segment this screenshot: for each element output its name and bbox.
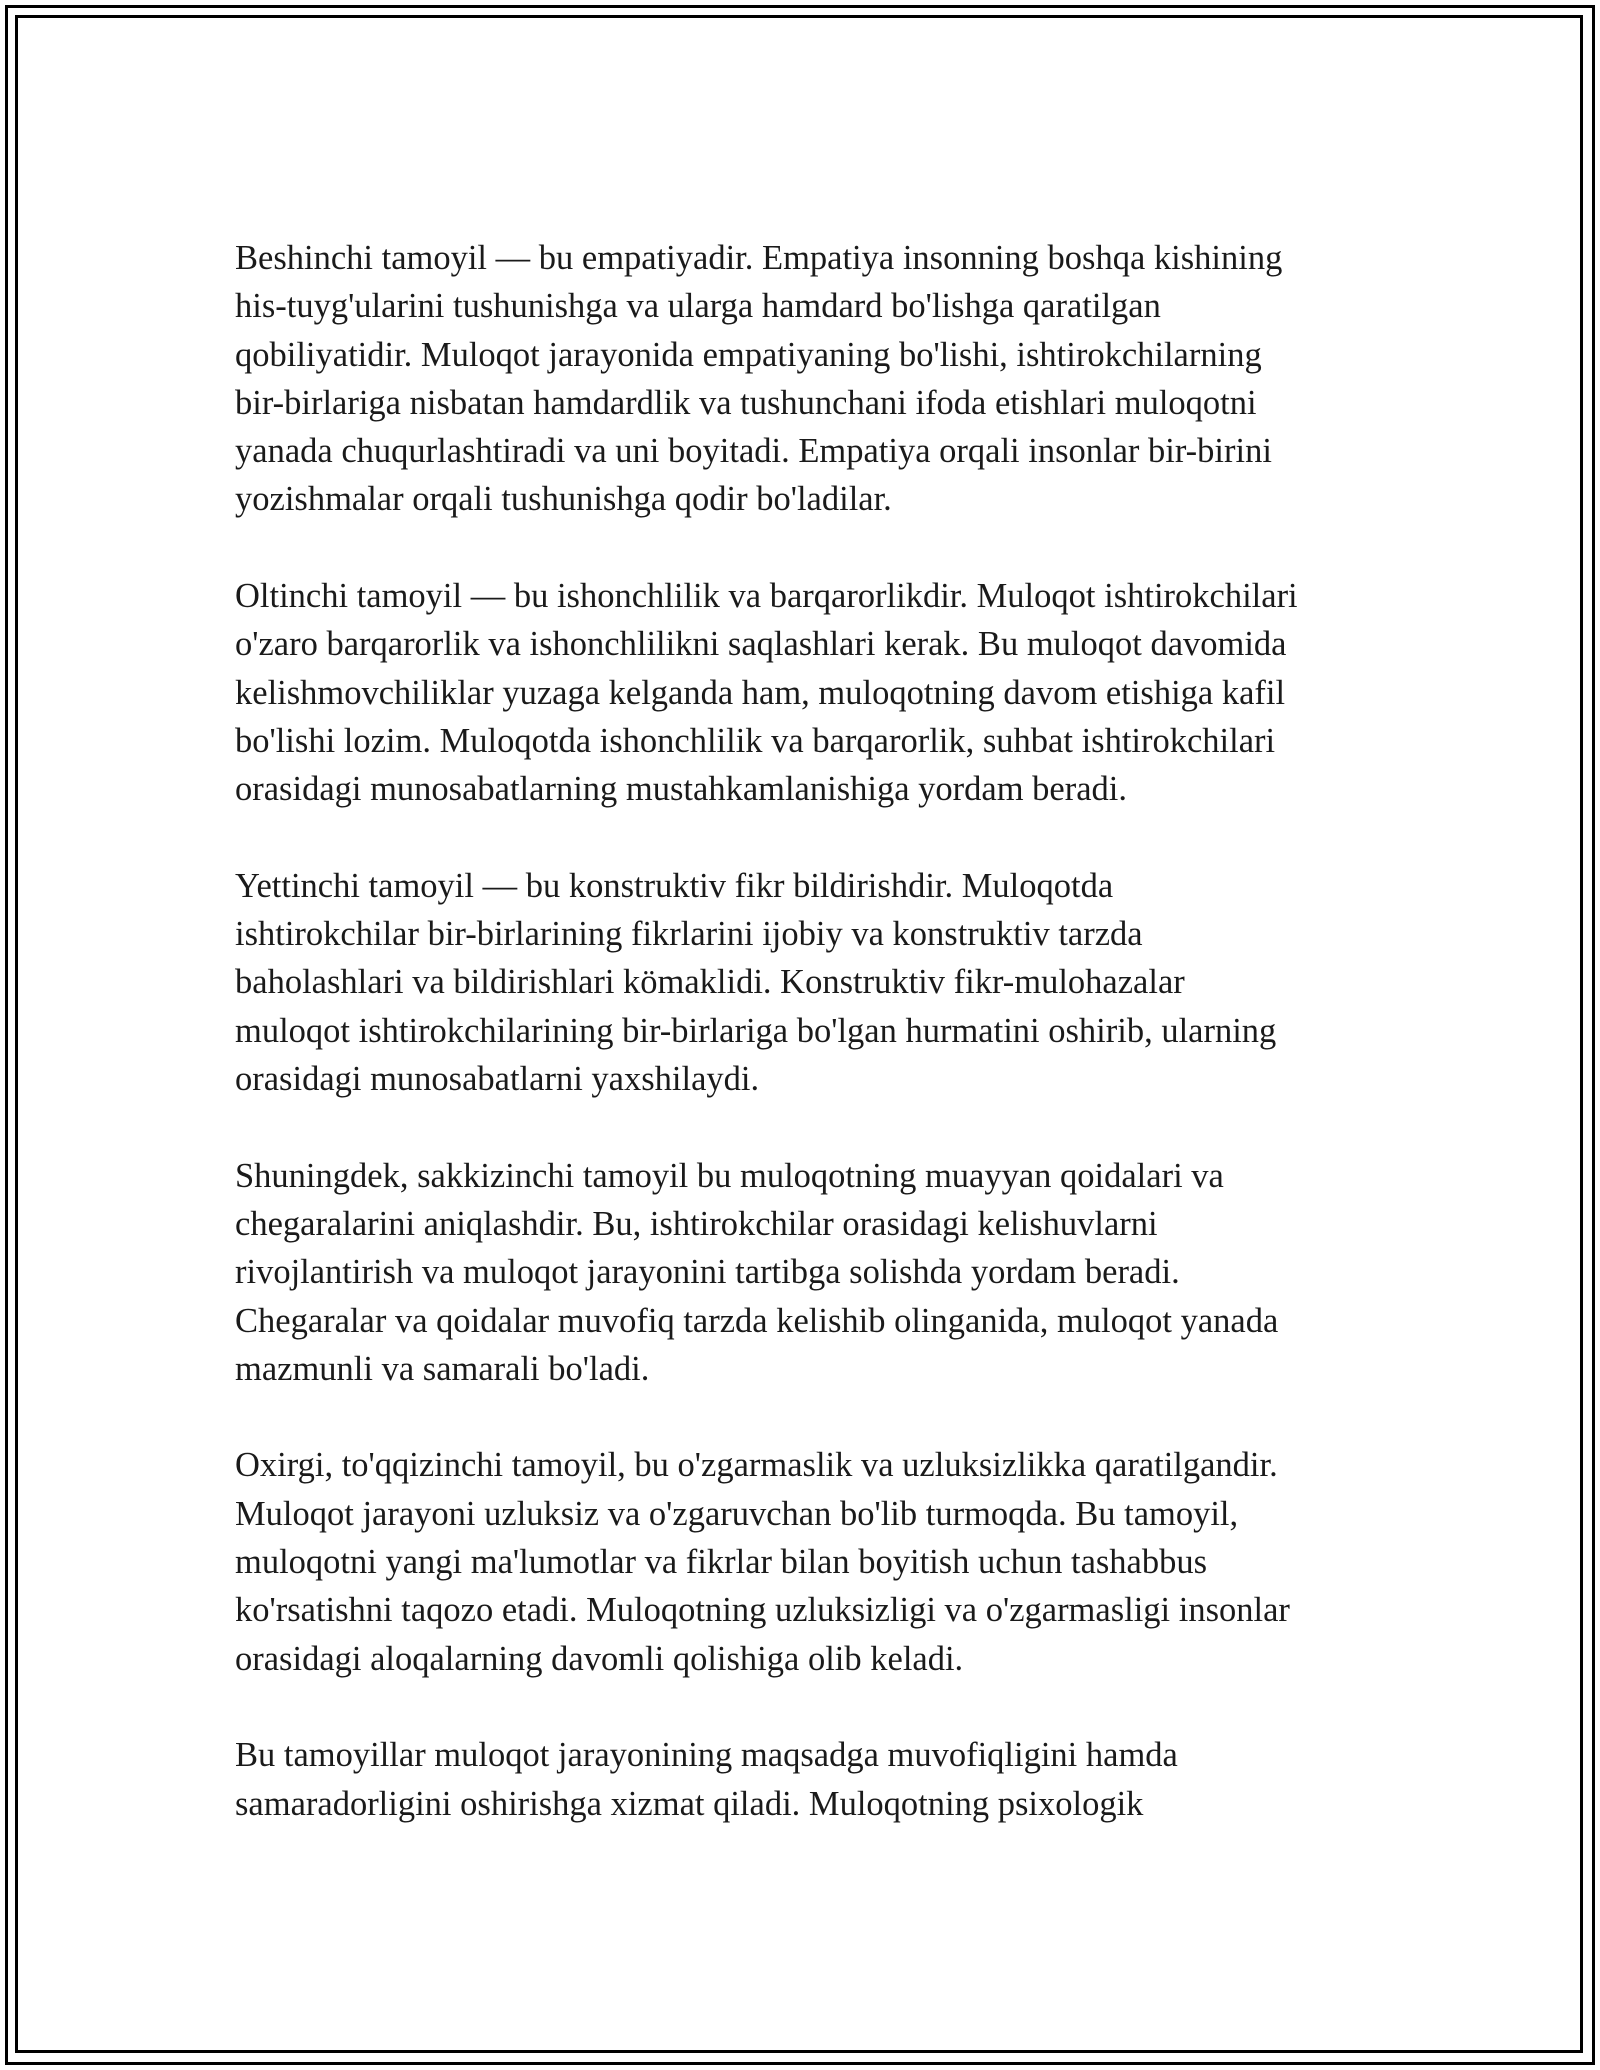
text-line: bir-birlariga nisbatan hamdardlik va tushunchani ifoda etishlari muloqotni xyxy=(235,383,1257,422)
paragraph-yettinchi-tamoyil xyxy=(235,862,1375,1103)
text-line: o'zaro barqarorlik va ishonchlilikni saqlashlari kerak. Bu muloqot davomida xyxy=(235,625,1287,664)
text-line: qobiliyatidir. Muloqot jarayonida empatiyaning bo'lishi, ishtirokchilarning xyxy=(235,335,1262,374)
text-line: baholashlari va bildirishlari kömaklidi. Konstruktiv fikr-mulohazalar xyxy=(235,963,1185,1002)
text-line: Beshinchi tamoyil — bu empatiyadir. Empatiya insonning boshqa kishining xyxy=(235,239,1283,277)
text-line: orasidagi munosabatlarni yaxshilaydi. xyxy=(235,1060,760,1099)
text-line: mazmunli va samarali bo'ladi. xyxy=(235,1349,650,1388)
text-line: Muloqot jarayoni uzluksiz va o'zgaruvchan bo'lib turmoqda. Bu tamoyil, xyxy=(235,1494,1239,1533)
text-line: bo'lishi lozim. Muloqotda ishonchlilik va barqarorlik, suhbat ishtirokchilari xyxy=(235,721,1276,760)
text-line: orasidagi aloqalarning davomli qolishiga olib keladi. xyxy=(235,1639,964,1678)
text-line: rivojlantirish va muloqot jarayonini tartibga solishda yordam beradi. xyxy=(235,1253,1180,1292)
text-line: Bu tamoyillar muloqot jarayonining maqsadga muvofiqligini hamda xyxy=(235,1736,1178,1775)
text-line: kelishmovchiliklar yuzaga kelganda ham, muloqotning davom etishiga kafil xyxy=(235,673,1286,712)
paragraph-beshinchi-tamoyil xyxy=(235,234,1375,524)
text-line: yanada chuqurlashtiradi va uni boyitadi. Empatiya orqali insonlar bir-birini xyxy=(235,432,1272,471)
text-line: samaradorligini oshirishga xizmat qiladi. Muloqotning psixologik xyxy=(235,1784,1144,1823)
paragraph-sakkizinchi-tamoyil xyxy=(235,1152,1375,1393)
text-line: his-tuyg'ularini tushunishga va ularga hamdard bo'lishga qaratilgan xyxy=(235,287,1161,326)
text-line: Shuningdek, sakkizinchi tamoyil bu muloqotning muayyan qoidalari va xyxy=(235,1156,1224,1195)
text-line: Yettinchi tamoyil — bu konstruktiv fikr bildirishdir. Muloqotda xyxy=(235,866,1114,905)
text-line: Chegaralar va qoidalar muvofiq tarzda kelishib olinganida, muloqot yanada xyxy=(235,1301,1279,1340)
text-line: muloqot ishtirokchilarining bir-birlariga bo'lgan hurmatini oshirib, ularning xyxy=(235,1011,1277,1050)
paragraph-tamoyillar-xulosa xyxy=(235,1731,1375,1828)
paragraph-oltinchi-tamoyil xyxy=(235,572,1375,813)
paragraph-toqqizinchi-tamoyil xyxy=(235,1441,1375,1682)
text-line: chegaralarini aniqlashdir. Bu, ishtirokchilar orasidagi kelishuvlarni xyxy=(235,1204,1158,1243)
text-line: Oltinchi tamoyil — bu ishonchlilik va barqarorlikdir. Muloqot ishtirokchilari xyxy=(235,577,1298,616)
text-line: ishtirokchilar bir-birlarining fikrlarini ijobiy va konstruktiv tarzda xyxy=(235,915,1143,954)
text-line: Oxirgi, to'qqizinchi tamoyil, bu o'zgarmaslik va uzluksizlikka qaratilgandir. xyxy=(235,1446,1278,1485)
text-line: muloqotni yangi ma'lumotlar va fikrlar bilan boyitish uchun tashabbus xyxy=(235,1543,1208,1582)
text-line: ko'rsatishni taqozo etadi. Muloqotning uzluksizligi va o'zgarmasligi insonlar xyxy=(235,1591,1290,1630)
text-line: orasidagi munosabatlarning mustahkamlanishiga yordam beradi. xyxy=(235,770,1127,809)
text-line: yozishmalar orqali tushunishga qodir bo'ladilar. xyxy=(235,480,892,519)
document-body xyxy=(235,234,1375,1876)
